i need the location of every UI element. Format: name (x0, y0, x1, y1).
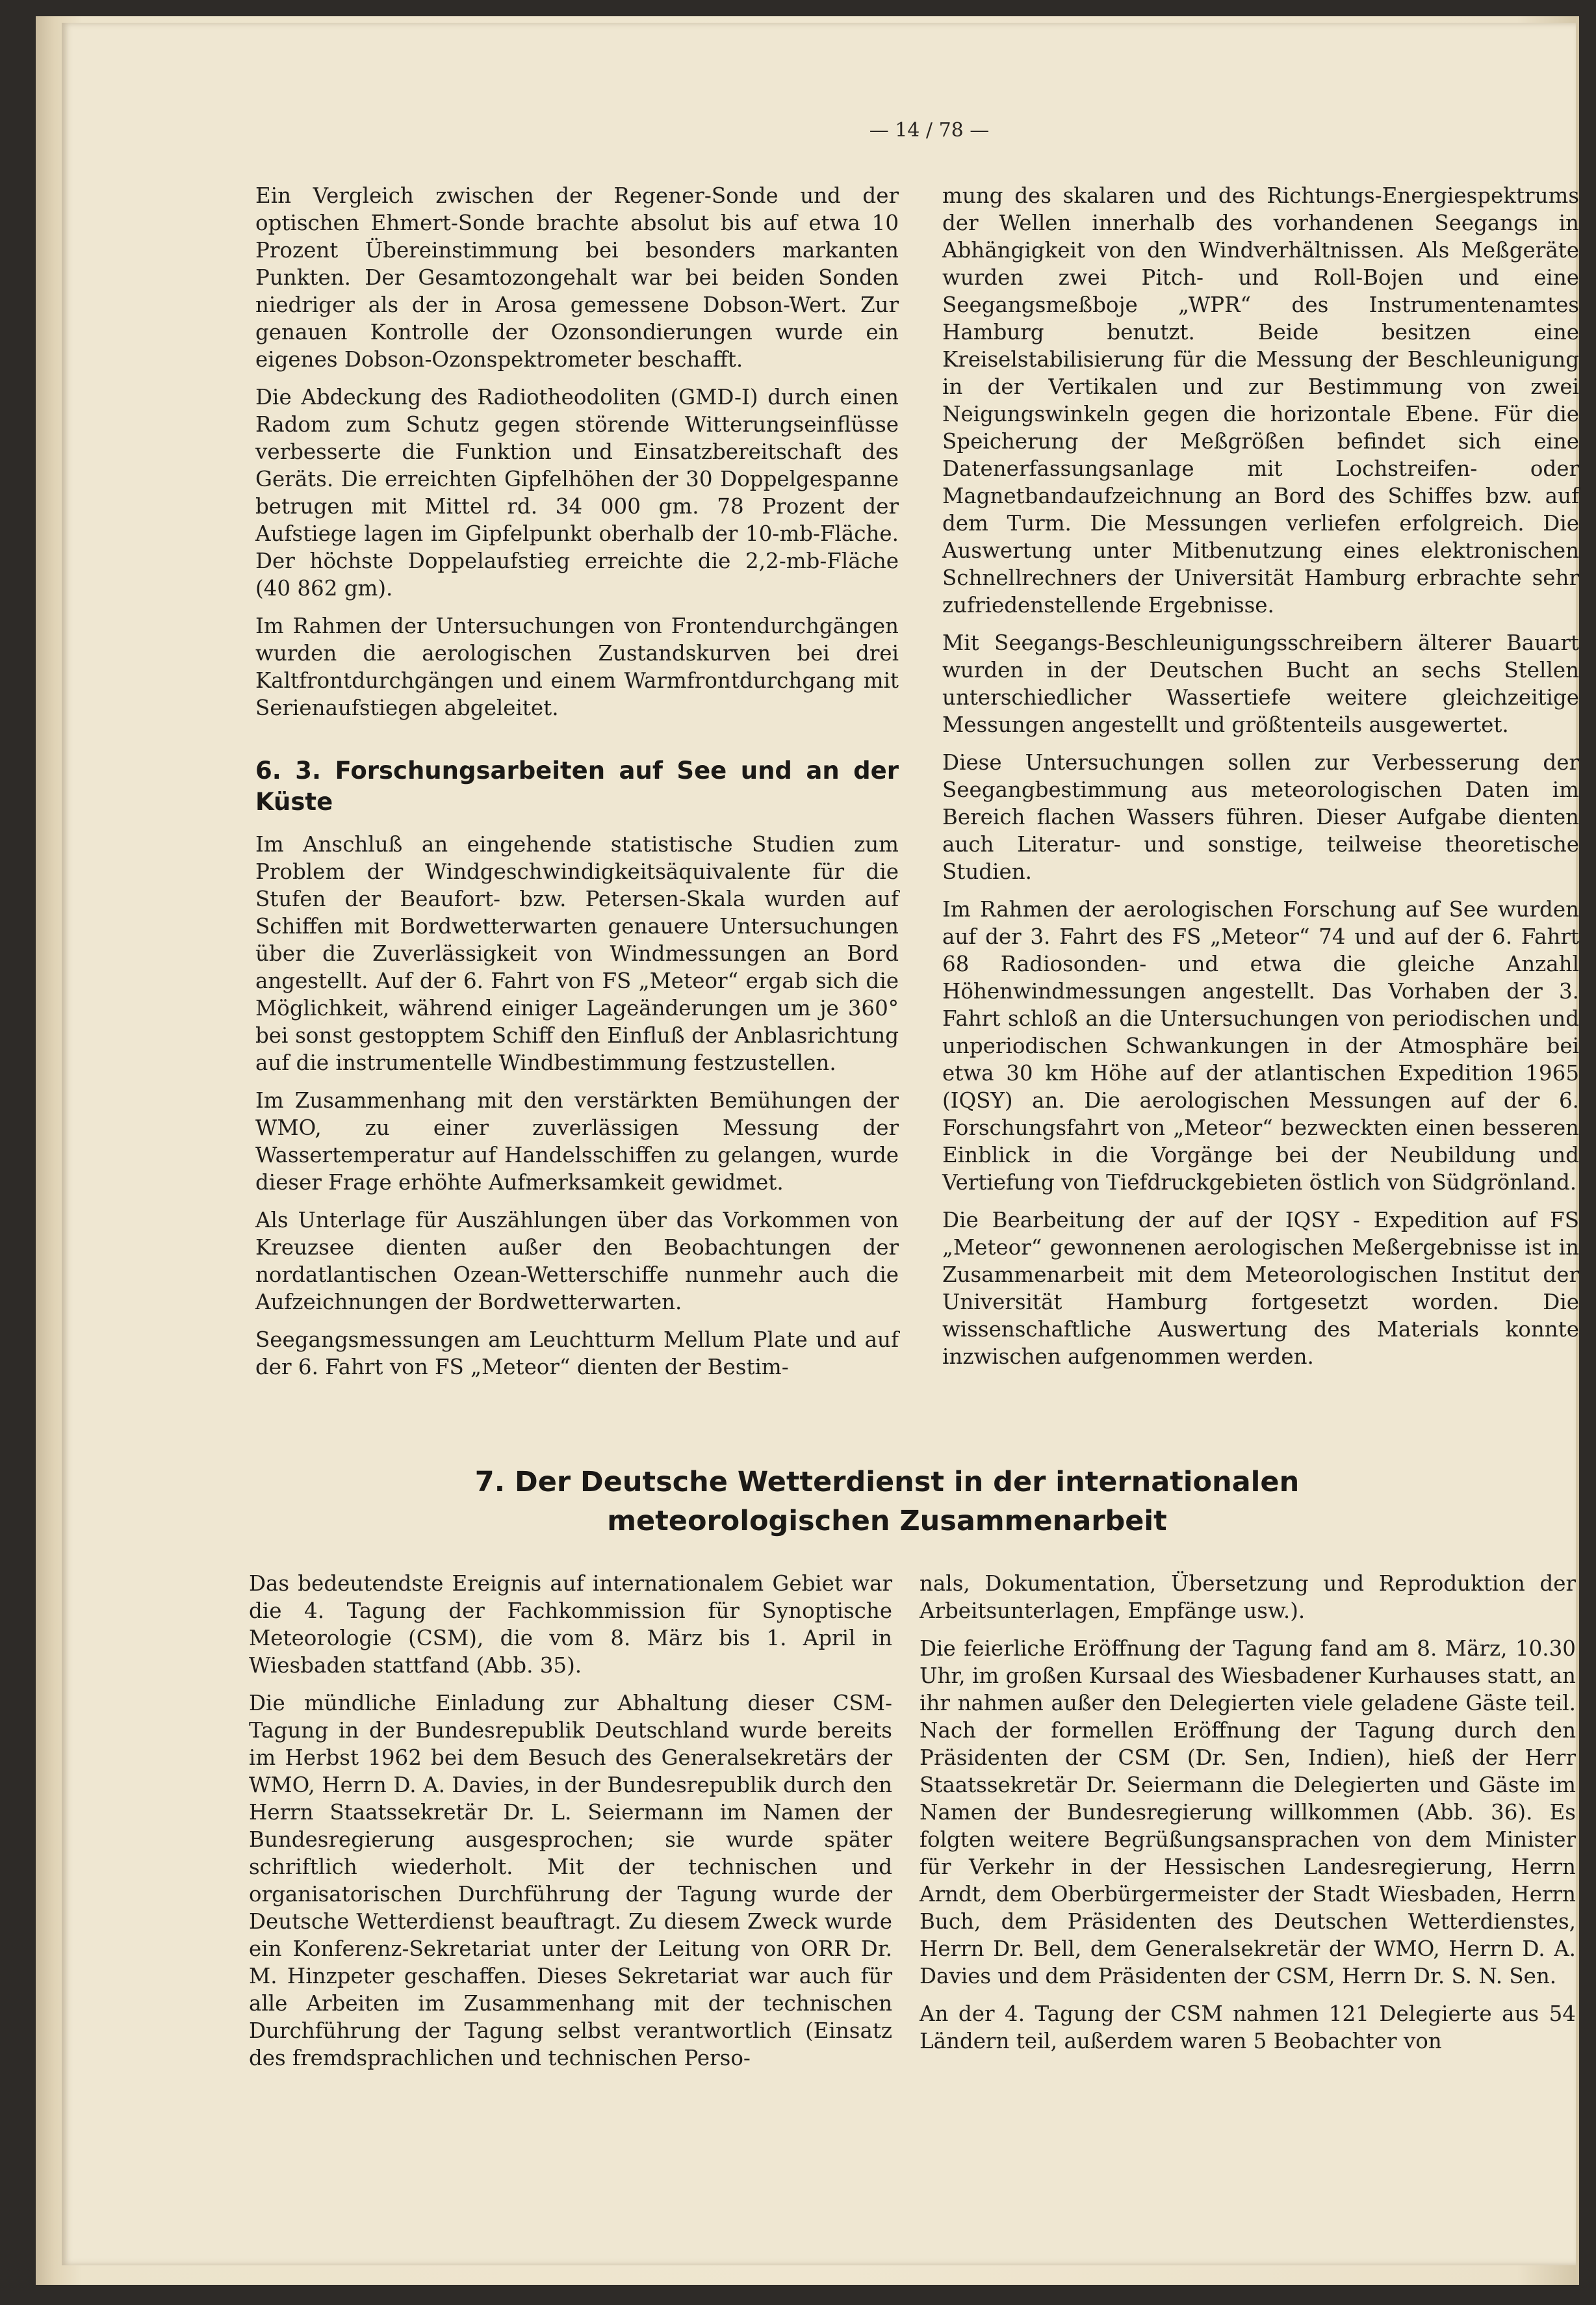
section-heading-6-3: 6. 3. Forschungsarbeiten auf See und an der Küste (255, 757, 899, 816)
paragraph: mung des skalaren und des Richtungs-Energiespektrums der Wellen innerhalb des vorhandenen Seegangs in Abhängigkeit von den Windverhältnissen. Als Meßgeräte wurden zwei Pitch- und Roll-Bojen und eine Seegangsmeßboje „WPR“ des Instrumentenamtes Hamburg benutzt. Beide besitzen eine Kreiselstabilisierung für die Messung der Beschleunigung in der Vertikalen und zur Bestimmung von zwei Neigungswinkeln gegen die horizontale Ebene. Für die Speicherung der Meßgrößen befindet sich eine Datenerfassungsanlage mit Lochstreifen- oder Magnetbandaufzeichnung an Bord des Schiffes bzw. auf dem Turm. Die Messungen verliefen erfolgreich. Die Auswertung unter Mitbenutzung eines elektronischen Schnellrechners der Universität Hamburg erbrachte sehr zufriedenstellende Ergebnisse. (942, 183, 1579, 618)
column-bottom-right (920, 1570, 1576, 2065)
paragraph: Das bedeutendste Ereignis auf internationalem Gebiet war die 4. Tagung der Fachkommission für Synoptische Meteorologie (CSM), die vom 8. März bis 1. April in Wiesbaden stattfand (Abb. 35). (249, 1571, 892, 1678)
paragraph: Die Abdeckung des Radiotheodoliten (GMD-I) durch einen Radom zum Schutz gegen störende Witterungseinflüsse verbesserte die Funktion und Einsatzbereitschaft des Geräts. Die erreichten Gipfelhöhen der 30 Doppelgespanne betrugen mit Mittel rd. 34 000 gm. 78 Prozent der Aufstiege lagen im Gipfelpunkt oberhalb der 10-mb-Fläche. Der höchste Doppelaufstieg erreichte die 2,2-mb-Fläche (40 862 gm). (255, 385, 899, 601)
column-top-right (942, 182, 1579, 1381)
paragraph: Ein Vergleich zwischen der Regener-Sonde und der optischen Ehmert-Sonde brachte absolut bis auf etwa 10 Prozent Übereinstimmung bei besonders markanten Punkten. Der Gesamtozongehalt war bei beiden Sonden niedriger als der in Arosa gemessene Dobson-Wert. Zur genauen Kontrolle der Ozonsondierungen wurde ein eigenes Dobson-Ozonspektrometer beschafft. (255, 183, 899, 372)
paragraph: Im Rahmen der aerologischen Forschung auf See wurden auf der 3. Fahrt des FS „Meteor“ 74 und auf der 6. Fahrt 68 Radiosonden- und etwa die gleiche Anzahl Höhenwindmessungen angestellt. Das Vorhaben der 3. Fahrt schloß an die Untersuchungen von periodischen und unperiodischen Schwankungen in der Atmosphäre bei etwa 30 km Höhe auf der atlantischen Expedition 1965 (IQSY) an. Die aerologischen Messungen auf der 6. Forschungsfahrt von „Meteor“ bezweckten einen besseren Einblick in die Vorgänge bei der Neubildung und Vertiefung von Tiefdruckgebieten östlich von Südgrönland. (942, 897, 1579, 1195)
paragraph: Seegangsmessungen am Leuchtturm Mellum Plate und auf der 6. Fahrt von FS „Meteor“ dienten der Bestim- (255, 1327, 899, 1379)
paragraph: Im Rahmen der Untersuchungen von Frontendurchgängen wurden die aerologischen Zustandskurven bei drei Kaltfrontdurchgängen und einem Warmfrontdurchgang mit Serienaufstiegen abgeleitet. (255, 614, 899, 720)
section-title-line: meteorologischen Zusammenarbeit (607, 1505, 1167, 1537)
section-title-line: 7. Der Deutsche Wetterdienst in der internationalen (474, 1466, 1300, 1498)
paragraph: Mit Seegangs-Beschleunigungsschreibern älterer Bauart wurden in der Deutschen Bucht an sechs Stellen unterschiedlicher Wassertiefe weitere gleichzeitige Messungen angestellt und größtenteils ausgewertet. (942, 631, 1579, 737)
paragraph: Im Anschluß an eingehende statistische Studien zum Problem der Windgeschwindigkeitsäquivalente für die Stufen der Beaufort- bzw. Petersen-Skala wurden auf Schiffen mit Bordwetterwarten genauere Untersuchungen über die Zuverlässigkeit von Windmessungen an Bord angestellt. Auf der 6. Fahrt von FS „Meteor“ ergab sich die Möglichkeit, während einiger Lageänderungen um je 360° bei sonst gestopptem Schiff den Einfluß der Anblasrichtung auf die instrumentelle Windbestimmung festzustellen. (255, 832, 899, 1075)
paragraph: Diese Untersuchungen sollen zur Verbesserung der Seegangbestimmung aus meteorologischen Daten im Bereich flachen Wassers führen. Dieser Aufgabe dienten auch Literatur- und sonstige, teilweise theoretische Studien. (942, 750, 1579, 884)
paragraph: Die Bearbeitung der auf der IQSY - Expedition auf FS „Meteor“ gewonnenen aerologischen Meßergebnisse ist in Zusammenarbeit mit dem Meteorologischen Institut der Universität Hamburg fortgesetzt worden. Die wissenschaftliche Auswertung des Materials konnte inzwischen aufgenommen werden. (942, 1208, 1579, 1369)
paragraph: Die feierliche Eröffnung der Tagung fand am 8. März, 10.30 Uhr, im großen Kursaal des Wiesbadener Kurhauses statt, an ihr nahmen außer den Delegierten viele geladene Gäste teil. Nach der formellen Eröffnung der Tagung durch den Präsidenten der CSM (Dr. Sen, Indien), hieß der Herr Staatssekretär Dr. Seiermann die Delegierten und Gäste im Namen der Bundesregierung willkommen (Abb. 36). Es folgten weitere Begrüßungsansprachen von dem Minister für Verkehr in der Hessischen Landesregierung, Herrn Arndt, dem Oberbürgermeister der Stadt Wiesbaden, Herrn Buch, dem Präsidenten des Deutschen Wetterdienstes, Herrn Dr. Bell, dem Generalsekretär der WMO, Herrn D. A. Davies und dem Präsidenten der CSM, Herrn Dr. S. N. Sen. (920, 1636, 1576, 1988)
column-bottom-left (249, 1570, 892, 2082)
paragraph: Im Zusammenhang mit den verstärkten Bemühungen der WMO, zu einer zuverlässigen Messung der Wassertemperatur auf Handelsschiffen zu gelangen, wurde dieser Frage erhöhte Aufmerksamkeit gewidmet. (255, 1088, 899, 1195)
section-title-7 (416, 1463, 1358, 1541)
paragraph: Die mündliche Einladung zur Abhaltung dieser CSM-Tagung in der Bundesrepublik Deutschland wurde bereits im Herbst 1962 bei dem Besuch des Generalsekretärs der WMO, Herrn D. A. Davies, in der Bundesrepublik durch den Herrn Staatssekretär Dr. L. Seiermann im Namen der Bundesregierung ausgesprochen; sie wurde später schriftlich wiederholt. Mit der technischen und organisatorischen Durchführung der Tagung wurde der Deutsche Wetterdienst beauftragt. Zu diesem Zweck wurde ein Konferenz-Sekretariat unter der Leitung von ORR Dr. M. Hinzpeter geschaffen. Dieses Sekretariat war auch für alle Arbeiten im Zusammenhang mit der technischen Durchführung der Tagung selbst verantwortlich (Einsatz des fremdsprachlichen und technischen Perso- (249, 1691, 892, 2070)
column-top-left (255, 182, 899, 1391)
paragraph: Als Unterlage für Auszählungen über das Vorkommen von Kreuzsee dienten außer den Beobachtungen der nordatlantischen Ozean-Wetterschiffe nunmehr auch die Aufzeichnungen der Bordwetterwarten. (255, 1208, 899, 1314)
paragraph: An der 4. Tagung der CSM nahmen 121 Delegierte aus 54 Ländern teil, außerdem waren 5 Beobachter von (920, 2001, 1576, 2053)
paragraph: nals, Dokumentation, Übersetzung und Reproduktion der Arbeitsunterlagen, Empfänge usw.). (920, 1571, 1576, 1623)
page-number: — 14 / 78 — (869, 119, 990, 142)
